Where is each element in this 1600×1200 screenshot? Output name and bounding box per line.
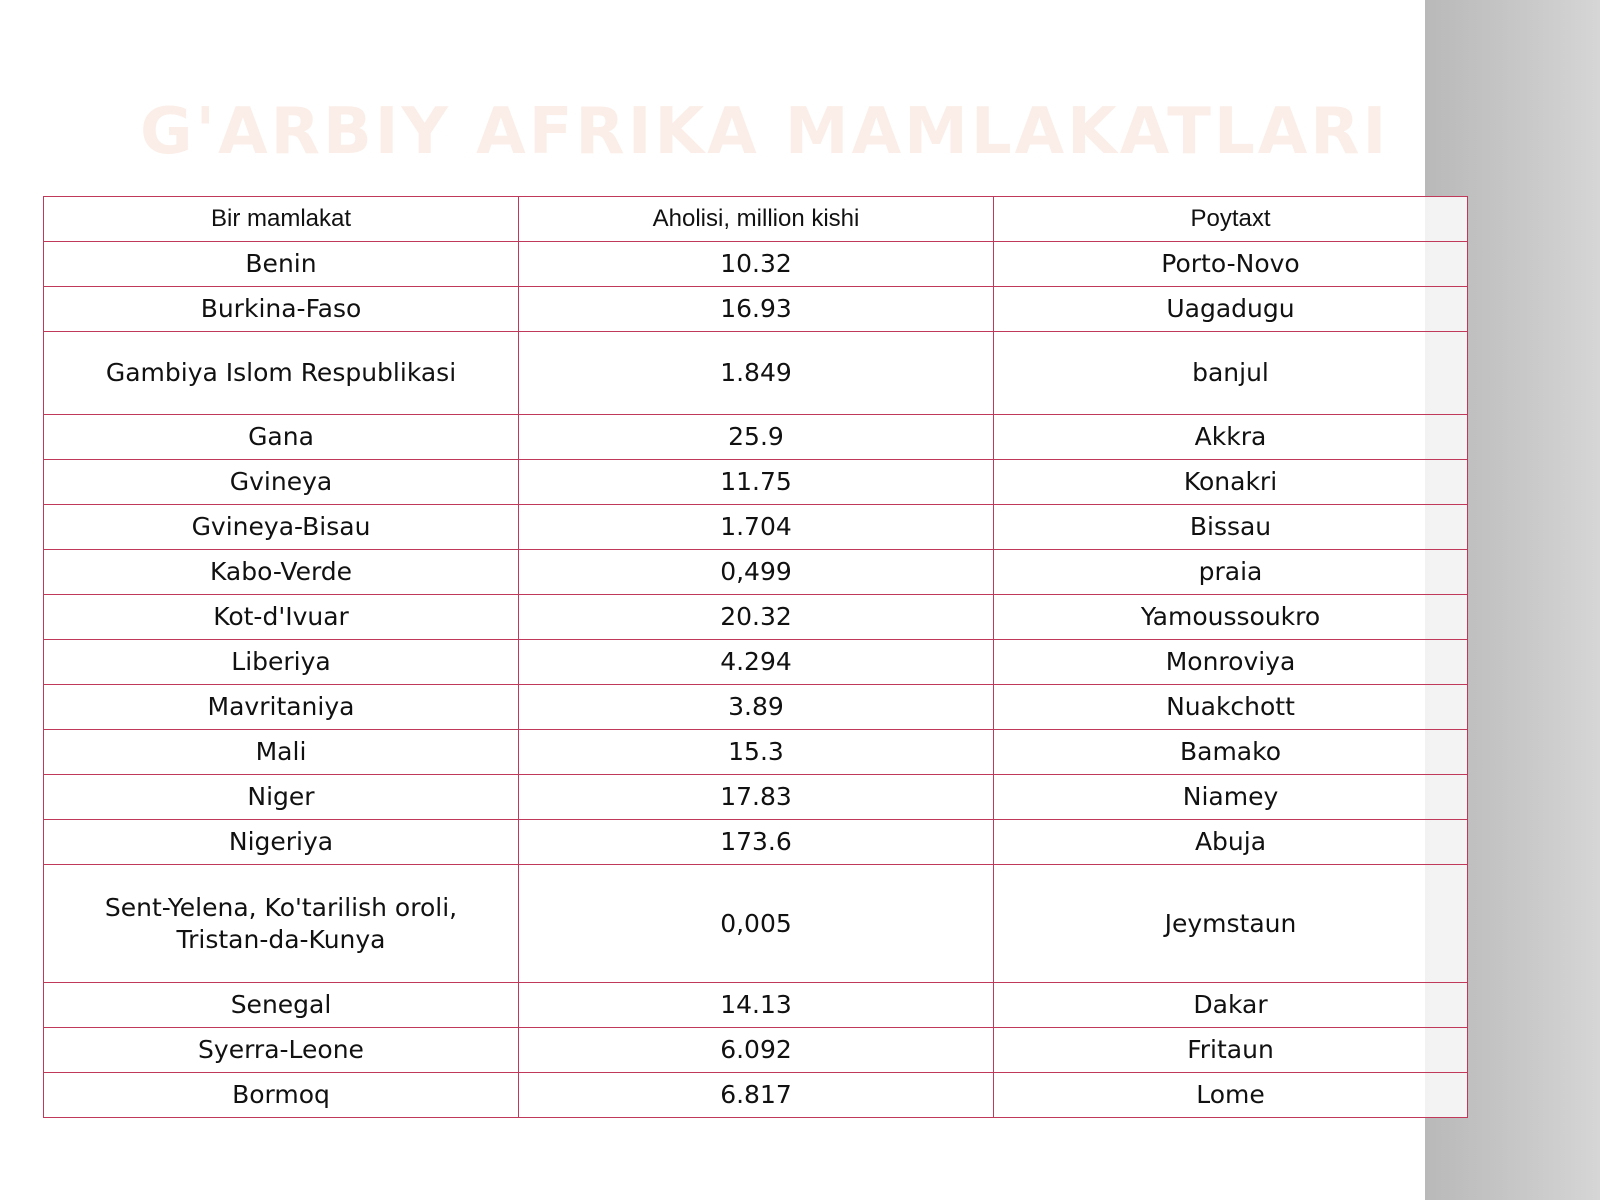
cell-country: Mali (44, 730, 519, 775)
table-row (44, 415, 1468, 460)
cell-country: Nigeriya (44, 820, 519, 865)
cell-population: 17.83 (519, 775, 994, 820)
table-row (44, 595, 1468, 640)
cell-capital: Yamoussoukro (994, 595, 1468, 640)
header-population: Aholisi, million kishi (519, 197, 994, 242)
table-row (44, 332, 1468, 415)
cell-population: 6.092 (519, 1028, 994, 1073)
table-header-row (44, 197, 1468, 242)
cell-country: Gambiya Islom Respublikasi (44, 332, 519, 415)
cell-capital: Monroviya (994, 640, 1468, 685)
cell-capital: Bamako (994, 730, 1468, 775)
cell-country: Liberiya (44, 640, 519, 685)
cell-capital: Nuakchott (994, 685, 1468, 730)
table-row (44, 460, 1468, 505)
cell-capital: Fritaun (994, 1028, 1468, 1073)
cell-population: 20.32 (519, 595, 994, 640)
cell-country: Syerra-Leone (44, 1028, 519, 1073)
cell-capital: Abuja (994, 820, 1468, 865)
table-row (44, 685, 1468, 730)
cell-population: 15.3 (519, 730, 994, 775)
cell-capital: Bissau (994, 505, 1468, 550)
cell-capital: Akkra (994, 415, 1468, 460)
cell-capital: Porto-Novo (994, 242, 1468, 287)
cell-capital: praia (994, 550, 1468, 595)
table-row (44, 505, 1468, 550)
cell-population: 6.817 (519, 1073, 994, 1118)
cell-capital: Lome (994, 1073, 1468, 1118)
slide-title: G'ARBIY AFRIKA MAMLAKATLARI (140, 95, 1390, 169)
table-row (44, 730, 1468, 775)
cell-capital: Konakri (994, 460, 1468, 505)
table-row (44, 242, 1468, 287)
countries-table (43, 196, 1468, 1118)
cell-population: 10.32 (519, 242, 994, 287)
cell-population: 0,499 (519, 550, 994, 595)
table-row (44, 983, 1468, 1028)
cell-country: Bormoq (44, 1073, 519, 1118)
countries-table-container (43, 196, 1467, 1118)
cell-country: Kot-d'Ivuar (44, 595, 519, 640)
cell-country: Senegal (44, 983, 519, 1028)
cell-population: 14.13 (519, 983, 994, 1028)
cell-population: 25.9 (519, 415, 994, 460)
cell-population: 1.849 (519, 332, 994, 415)
table-row (44, 775, 1468, 820)
cell-country: Niger (44, 775, 519, 820)
cell-capital: Niamey (994, 775, 1468, 820)
cell-capital: Jeymstaun (994, 865, 1468, 983)
cell-country: Gvineya-Bisau (44, 505, 519, 550)
table-row (44, 550, 1468, 595)
cell-population: 3.89 (519, 685, 994, 730)
cell-country: Gvineya (44, 460, 519, 505)
table-row (44, 1073, 1468, 1118)
table-row (44, 640, 1468, 685)
cell-country: Burkina-Faso (44, 287, 519, 332)
cell-capital: Uagadugu (994, 287, 1468, 332)
cell-population: 0,005 (519, 865, 994, 983)
cell-population: 16.93 (519, 287, 994, 332)
cell-population: 4.294 (519, 640, 994, 685)
cell-capital: Dakar (994, 983, 1468, 1028)
cell-population: 173.6 (519, 820, 994, 865)
cell-population: 1.704 (519, 505, 994, 550)
cell-population: 11.75 (519, 460, 994, 505)
cell-country: Mavritaniya (44, 685, 519, 730)
table-row (44, 820, 1468, 865)
cell-capital: banjul (994, 332, 1468, 415)
table-row (44, 865, 1468, 983)
header-capital: Poytaxt (994, 197, 1468, 242)
cell-country: Gana (44, 415, 519, 460)
table-row (44, 1028, 1468, 1073)
cell-country: Sent-Yelena, Ko'tarilish oroli, Tristan-da-Kunya (44, 865, 519, 983)
header-country: Bir mamlakat (44, 197, 519, 242)
table-row (44, 287, 1468, 332)
cell-country: Benin (44, 242, 519, 287)
cell-country: Kabo-Verde (44, 550, 519, 595)
